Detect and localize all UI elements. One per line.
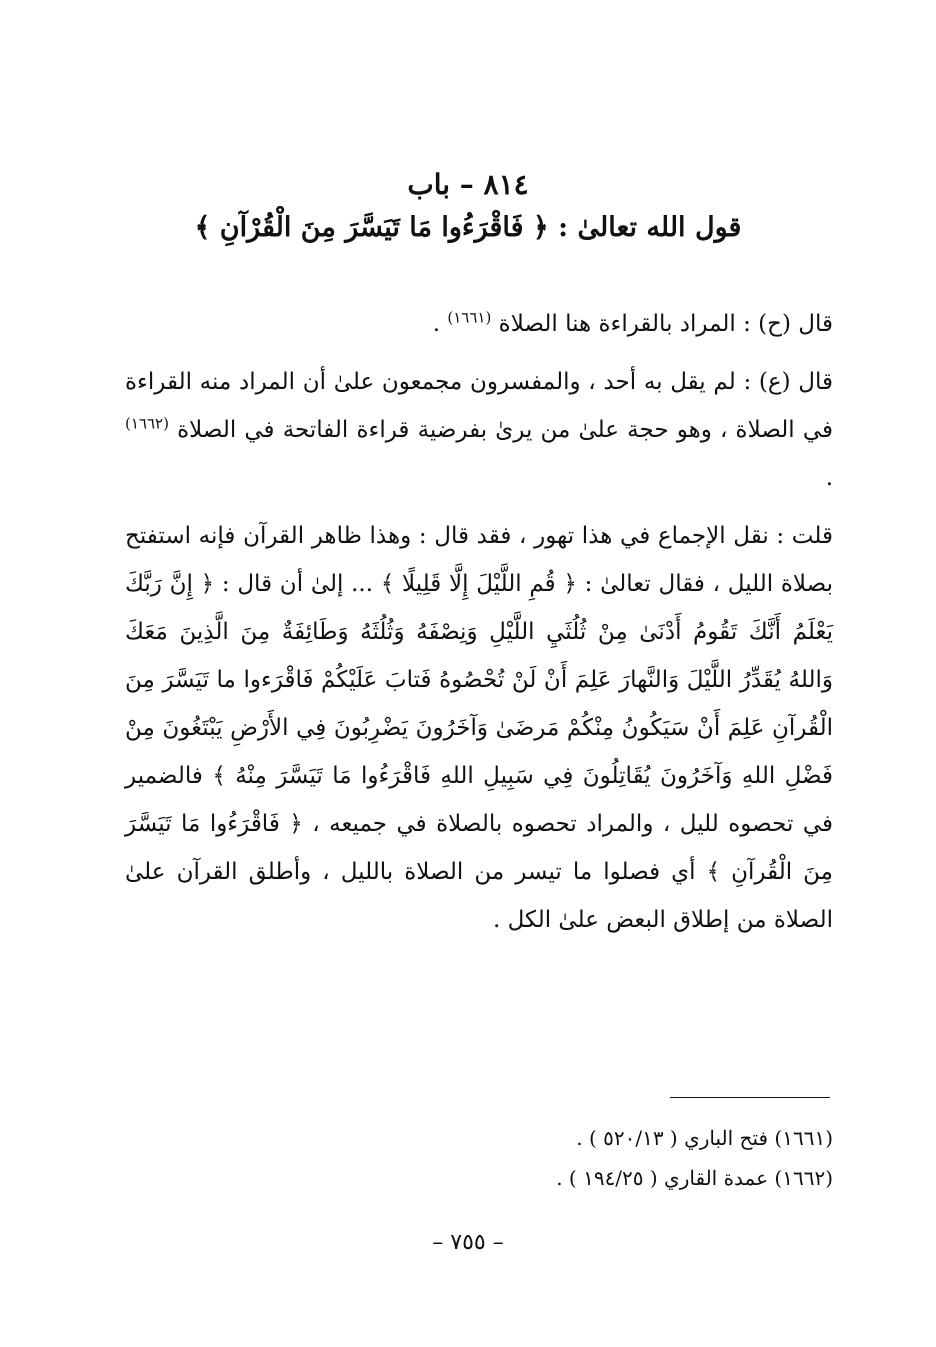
paragraph-text: قال (ع) : لم يقل به أحد ، والمفسرون مجمعون علىٰ أن المراد منه القراءة في الصلاة ، وهو حجة علىٰ من يرىٰ بفرضية قراءة الفاتحة في الصلاة — [125, 369, 833, 443]
paragraph-end: . — [432, 311, 441, 337]
footnote-reference: (١٦٦٢) — [125, 414, 169, 433]
chapter-title: قول الله تعالىٰ : ﴿ فَاقْرَءُوا مَا تَيَسَّرَ مِنَ الْقُرْآنِ ﴾ — [194, 212, 742, 243]
paragraph-text: قال (ح) : المراد بالقراءة هنا الصلاة — [498, 311, 833, 337]
footnote: (١٦٦٢) عمدة القاري ( ١٩٤/٢٥ ) . — [556, 1166, 833, 1190]
page-number: – ٧٥٥ – — [432, 1230, 504, 1255]
paragraph-end: . — [825, 465, 833, 491]
footnote-reference: (١٦٦١) — [447, 308, 492, 327]
footnote-divider — [670, 1097, 830, 1098]
paragraph — [125, 300, 833, 348]
chapter-number: ٨١٤ – باب — [407, 168, 529, 201]
paragraph — [125, 512, 833, 944]
footnote: (١٦٦١) فتح الباري ( ٥٢٠/١٣ ) . — [576, 1126, 833, 1150]
body-text — [125, 300, 833, 954]
paragraph — [125, 358, 833, 502]
paragraph-text: قلت : نقل الإجماع في هذا تهور ، فقد قال : وهذا ظاهر القرآن فإنه استفتح بصلاة الليل ، فقال تعالىٰ : ﴿ قُمِ اللَّيْلَ إِلَّا قَلِيلًا ﴾ ... إلىٰ أن قال : ﴿ إِنَّ رَبَّكَ يَعْلَمُ أَنَّكَ تَقُومُ أَدْنَىٰ مِنْ ثُلُثَيِ اللَّيْلِ وَنِصْفَهُ وَثُلُثَهُ وَطَائِفَةٌ مِنَ الَّذِينَ مَعَكَ وَاللهُ يُقَدِّرُ اللَّيْلَ وَالنَّهارَ عَلِمَ أَنْ لَنْ تُحْصُوهُ فَتابَ عَلَيْكُمْ فَاقْرَءوا ما تَيَسَّرَ مِنَ الْقُرآنِ عَلِمَ أَنْ سَيَكُونُ مِنْكُمْ مَرضَىٰ وَآخَرُونَ يَضْرِبُونَ فِي الأَرْضِ يَبْتَغُونَ مِنْ فَضْلِ اللهِ وَآخَرُونَ يُقَاتِلُونَ فِي سَبِيلِ اللهِ فَاقْرَءُوا مَا تَيَسَّرَ مِنْهُ ﴾ فالضمير في تحصوه لليل ، والمراد تحصوه بالصلاة في جميعه ، ﴿ فَاقْرَءُوا مَا تَيَسَّرَ مِنَ الْقُرآنِ ﴾ أي فصلوا ما تيسر من الصلاة بالليل ، وأطلق القرآن علىٰ الصلاة من إطلاق البعض علىٰ الكل . — [125, 523, 833, 933]
footnotes — [125, 1118, 833, 1198]
